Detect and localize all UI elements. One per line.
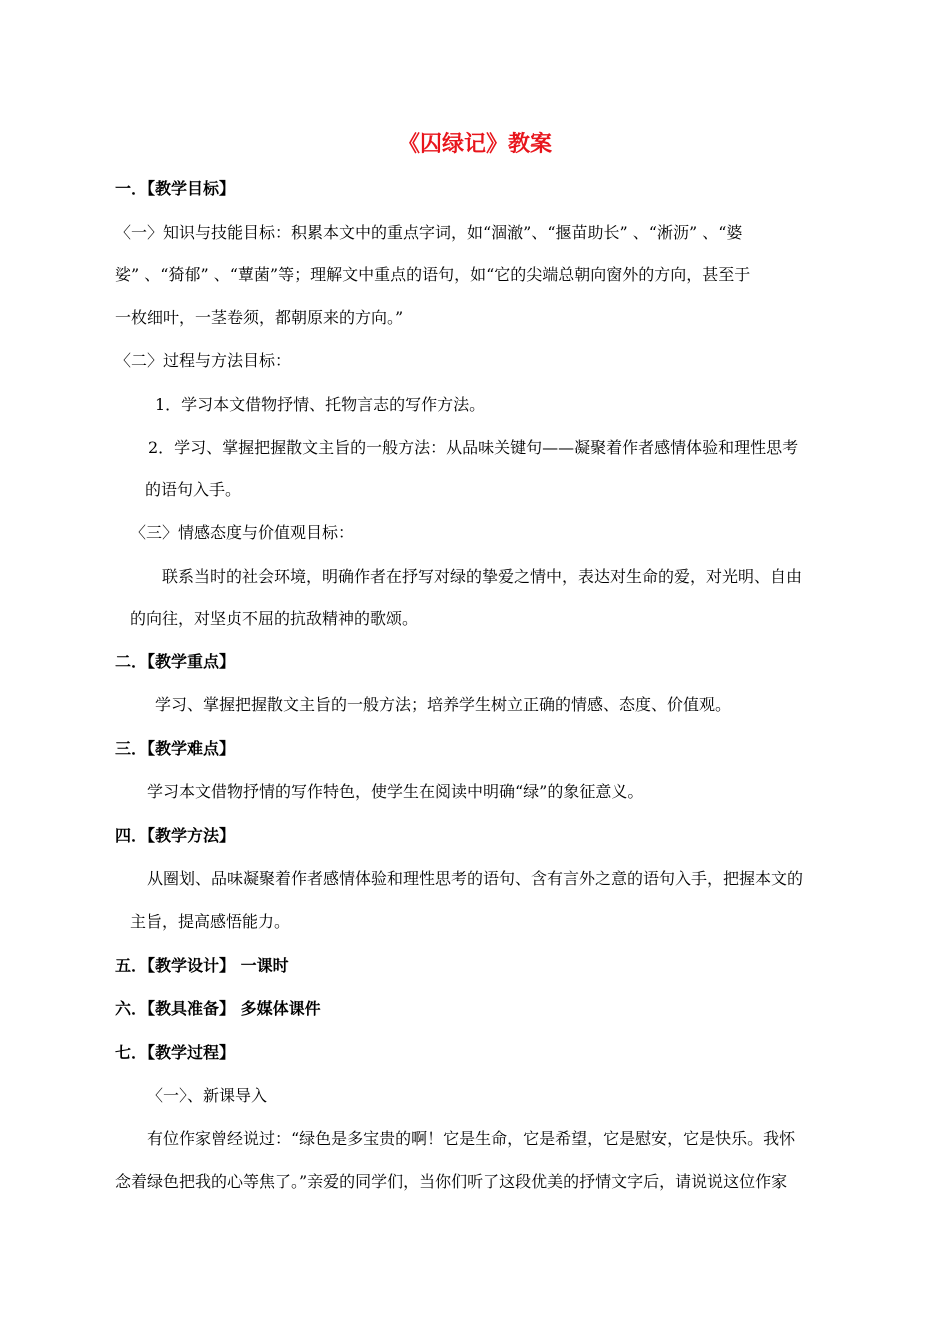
section-heading-design: 五．【教学设计】 一课时	[115, 956, 289, 975]
section-heading-key-points: 二．【教学重点】	[115, 652, 236, 671]
section-heading-methods: 四．【教学方法】	[115, 826, 236, 845]
section-heading-process: 七．【教学过程】	[115, 1043, 236, 1062]
paragraph-line: 念着绿色把我的心等焦了。”亲爱的同学们，当你们听了这段优美的抒情文字后，请说说这位作家	[115, 1172, 788, 1191]
subheading-introduction: 〈一〉、新课导入	[147, 1086, 268, 1105]
paragraph-line: 联系当时的社会环境，明确作者在抒写对绿的挚爱之情中，表达对生命的爱，对光明、自由	[162, 567, 803, 586]
paragraph-line: 主旨，提高感悟能力。	[130, 912, 291, 931]
section-heading-difficulties: 三．【教学难点】	[115, 739, 236, 758]
paragraph-line: 一枚细叶，一茎卷须，都朝原来的方向。”	[115, 308, 404, 327]
section-heading-materials: 六．【教具准备】 多媒体课件	[115, 999, 321, 1018]
paragraph-line: 学习、掌握把握散文主旨的一般方法；培养学生树立正确的情感、态度、价值观。	[155, 695, 732, 714]
paragraph-line: 从圈划、品味凝聚着作者感情体验和理性思考的语句、含有言外之意的语句入手，把握本文的	[147, 869, 804, 888]
subheading-process-method: 〈二〉过程与方法目标：	[115, 351, 292, 370]
page-title: 《囚绿记》教案	[397, 132, 552, 157]
paragraph-line: 的向往，对坚贞不屈的抗敌精神的歌颂。	[130, 609, 419, 628]
paragraph-line: 学习本文借物抒情的写作特色，使学生在阅读中明确“绿”的象征意义。	[147, 782, 644, 801]
list-item: 2．学习、掌握把握散文主旨的一般方法：从品味关键句——凝聚着作者感情体验和理性思考	[148, 438, 799, 457]
paragraph-line: 的语句入手。	[145, 480, 242, 499]
paragraph-line: 〈一〉知识与技能目标：积累本文中的重点字词，如“涸澈”、“揠苗助长” 、“淅沥” 、“婆	[115, 223, 743, 242]
list-item: 1．学习本文借物抒情、托物言志的写作方法。	[155, 395, 486, 414]
paragraph-line: 有位作家曾经说过：“绿色是多宝贵的啊！它是生命，它是希望，它是慰安，它是快乐。我怀	[147, 1129, 796, 1148]
subheading-attitude-values: 〈三〉情感态度与价值观目标：	[130, 523, 355, 542]
section-heading-objectives: 一．【教学目标】	[115, 179, 236, 198]
paragraph-line: 娑” 、“猗郁” 、“蕈菌”等；理解文中重点的语句，如“它的尖端总朝向窗外的方向，甚至于	[115, 265, 751, 284]
